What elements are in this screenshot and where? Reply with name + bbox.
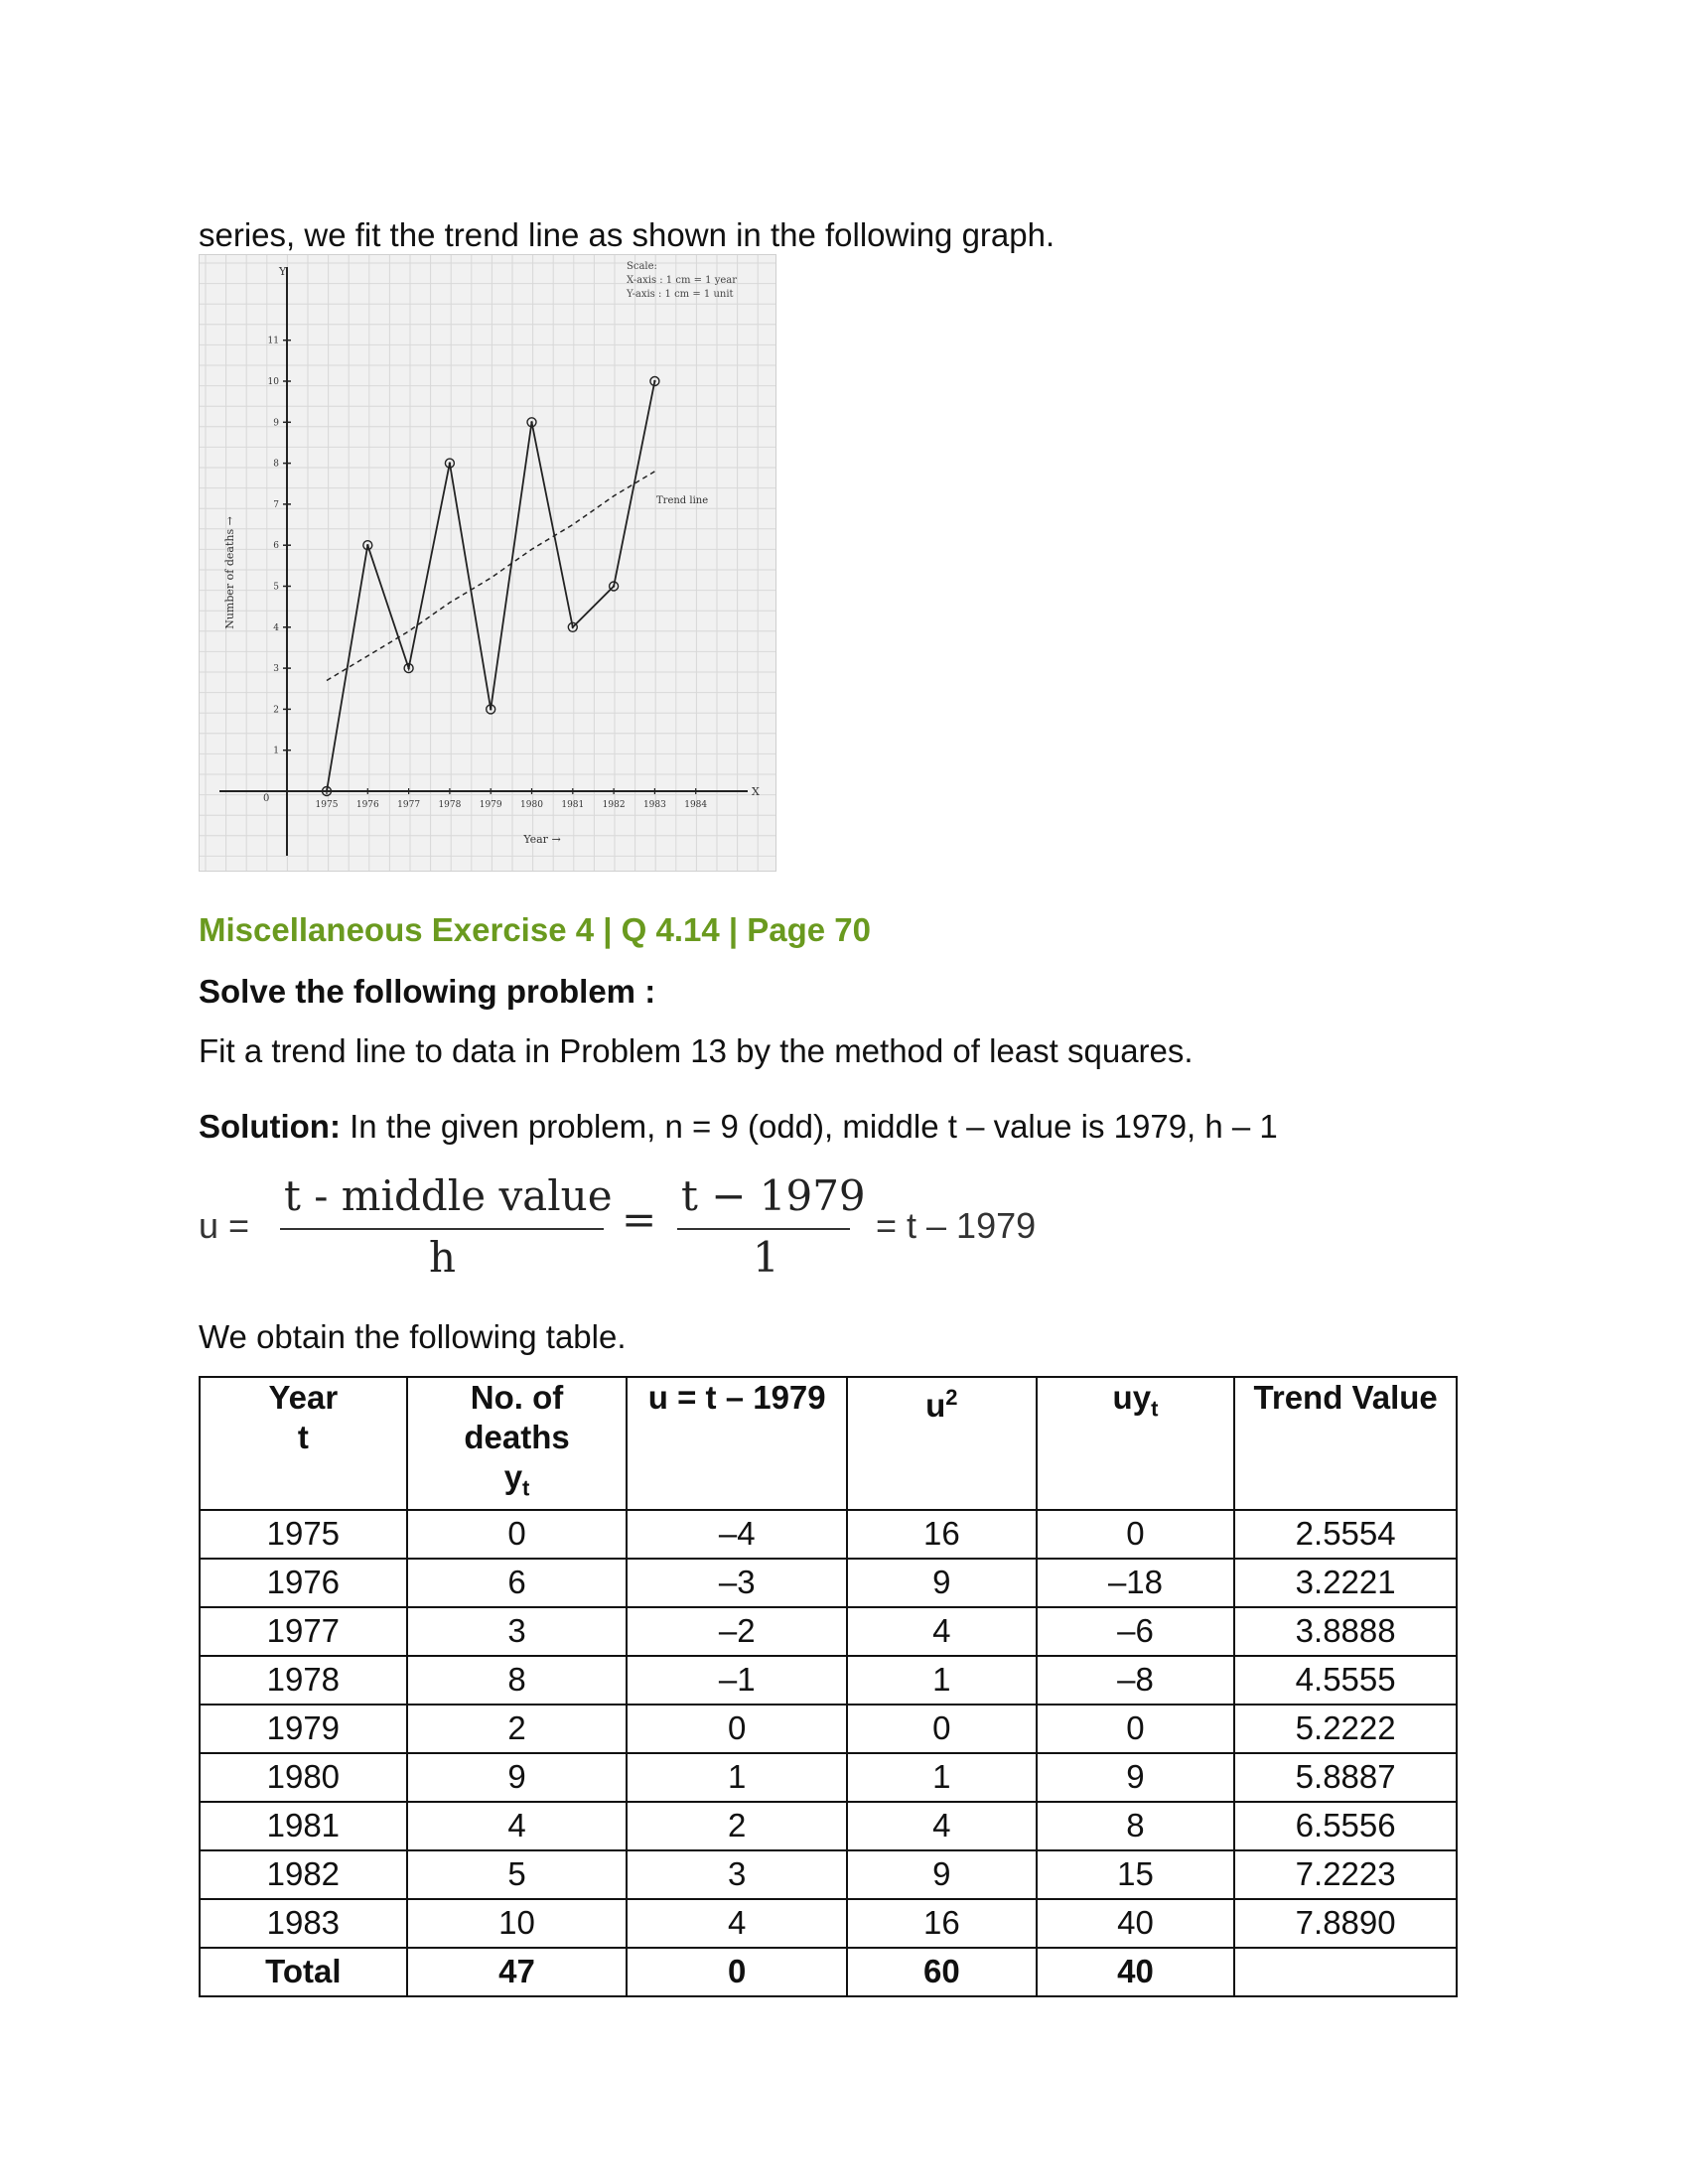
cell-uy: 0	[1037, 1510, 1235, 1559]
cell-u-squared: 9	[847, 1850, 1037, 1899]
cell-trend-value: 2.5554	[1234, 1510, 1457, 1559]
cell-trend-value: 3.8888	[1234, 1607, 1457, 1656]
cell-year: 1982	[200, 1850, 407, 1899]
cell-uy: 9	[1037, 1753, 1235, 1802]
cell-trend-value: 5.2222	[1234, 1705, 1457, 1753]
total-cell-deaths: 47	[407, 1948, 628, 1996]
data-point-center	[407, 667, 409, 669]
cell-u-squared: 4	[847, 1607, 1037, 1656]
exercise-heading: Miscellaneous Exercise 4 | Q 4.14 | Page 70	[199, 911, 872, 948]
trend-line-graph	[199, 254, 776, 872]
cell-uy: 40	[1037, 1899, 1235, 1948]
cell-year: 1981	[200, 1802, 407, 1850]
x-tick-label: 1982	[602, 800, 626, 810]
cell-trend-value: 6.5556	[1234, 1802, 1457, 1850]
y-tick-label: 10	[267, 377, 279, 387]
header-year: Year t	[200, 1377, 407, 1510]
table-total-row	[200, 1948, 1457, 1996]
x-tick-label: 1978	[438, 800, 462, 810]
total-cell-trend-value	[1234, 1948, 1457, 1996]
data-point-center	[613, 585, 615, 587]
cell-u: –2	[627, 1607, 847, 1656]
cell-u: 2	[627, 1802, 847, 1850]
total-cell-uy: 40	[1037, 1948, 1235, 1996]
problem-subheading: Solve the following problem :	[199, 973, 656, 1010]
y-tick-label: 5	[273, 582, 279, 593]
cell-u: 4	[627, 1899, 847, 1948]
trend-line-label: Trend line	[656, 495, 709, 506]
y-tick-label: 2	[273, 705, 279, 716]
formula-numerator-1: t - middle value	[284, 1171, 613, 1220]
formula-denominator-1: h	[429, 1233, 457, 1282]
scale-x: X-axis : 1 cm = 1 year	[627, 275, 738, 286]
cell-uy: 0	[1037, 1705, 1235, 1753]
x-tick-label: 1981	[561, 800, 585, 810]
cell-deaths: 5	[407, 1850, 628, 1899]
cell-uy: 15	[1037, 1850, 1235, 1899]
header-deaths: No. of deaths $y_t$	[407, 1377, 628, 1510]
y-tick-label: 1	[273, 746, 279, 756]
solution-label: Solution:	[199, 1108, 341, 1145]
header-u: u = t – 1979	[627, 1377, 847, 1510]
x-tick-label: 1980	[520, 800, 543, 810]
cell-uy: –18	[1037, 1559, 1235, 1607]
table-row	[200, 1705, 1457, 1753]
y-axis-letter: Y	[279, 265, 287, 278]
intro-text: series, we fit the trend line as shown in the following graph.	[199, 216, 1055, 253]
deaths-series-line	[327, 381, 654, 791]
data-point-center	[366, 544, 368, 546]
cell-u-squared: 1	[847, 1753, 1037, 1802]
cell-trend-value: 7.8890	[1234, 1899, 1457, 1948]
cell-u: 1	[627, 1753, 847, 1802]
total-cell-u: 0	[627, 1948, 847, 1996]
graph-marks	[323, 377, 659, 796]
cell-year: 1979	[200, 1705, 407, 1753]
cell-deaths: 2	[407, 1705, 628, 1753]
scale-title: Scale:	[627, 261, 657, 272]
cell-u-squared: 1	[847, 1656, 1037, 1705]
y-axis-title: Number of deaths →	[223, 516, 236, 629]
cell-u: –3	[627, 1559, 847, 1607]
least-squares-table	[199, 1376, 1458, 1997]
origin-label: 0	[263, 793, 270, 804]
table-body	[200, 1510, 1457, 1996]
x-tick-label: 1977	[397, 800, 421, 810]
cell-trend-value: 3.2221	[1234, 1559, 1457, 1607]
data-point-center	[653, 380, 655, 382]
cell-year: 1983	[200, 1899, 407, 1948]
cell-deaths: 4	[407, 1802, 628, 1850]
x-axis-title: Year →	[523, 833, 561, 846]
cell-year: 1976	[200, 1559, 407, 1607]
cell-year: 1977	[200, 1607, 407, 1656]
data-point-center	[490, 708, 492, 710]
table-header-row	[200, 1377, 1457, 1510]
y-tick-label: 7	[273, 499, 279, 510]
cell-deaths: 0	[407, 1510, 628, 1559]
fraction-bar-2	[677, 1228, 850, 1230]
formula-rhs: = t – 1979	[876, 1205, 1037, 1246]
data-point-center	[572, 626, 574, 628]
formula-equals: =	[622, 1195, 657, 1244]
table-intro: We obtain the following table.	[199, 1318, 627, 1355]
y-tick-label: 8	[273, 459, 279, 470]
cell-deaths: 3	[407, 1607, 628, 1656]
trend-line	[327, 472, 654, 681]
cell-trend-value: 5.8887	[1234, 1753, 1457, 1802]
cell-u: –1	[627, 1656, 847, 1705]
formula-denominator-2: 1	[753, 1233, 779, 1282]
cell-deaths: 9	[407, 1753, 628, 1802]
x-tick-label: 1983	[642, 800, 666, 810]
y-tick-label: 11	[267, 336, 279, 346]
table-row	[200, 1656, 1457, 1705]
cell-u-squared: 0	[847, 1705, 1037, 1753]
cell-u: –4	[627, 1510, 847, 1559]
u-formula	[199, 1171, 1092, 1281]
solution-text: In the given problem, n = 9 (odd), middle t – value is 1979, h – 1	[340, 1108, 1278, 1145]
x-tick-label: 1975	[315, 800, 339, 810]
cell-u-squared: 9	[847, 1559, 1037, 1607]
formula-lhs: u =	[199, 1205, 250, 1246]
data-point-center	[530, 421, 532, 423]
table-row	[200, 1607, 1457, 1656]
cell-trend-value: 7.2223	[1234, 1850, 1457, 1899]
scale-y: Y-axis : 1 cm = 1 unit	[627, 289, 734, 300]
data-point-center	[449, 462, 451, 464]
graph-svg	[200, 255, 775, 871]
cell-trend-value: 4.5555	[1234, 1656, 1457, 1705]
y-tick-label: 9	[273, 418, 279, 429]
solution-line	[199, 1108, 1278, 1146]
header-trend-value: Trend Value	[1234, 1377, 1457, 1510]
cell-u-squared: 16	[847, 1510, 1037, 1559]
formula-numerator-2: t − 1979	[681, 1171, 866, 1220]
cell-year: 1980	[200, 1753, 407, 1802]
x-axis-letter: X	[752, 785, 760, 798]
y-tick-label: 4	[273, 622, 279, 633]
y-tick-label: 3	[273, 664, 279, 675]
x-tick-label: 1984	[684, 800, 708, 810]
table-row	[200, 1559, 1457, 1607]
graph-axes	[219, 267, 748, 856]
table-row	[200, 1753, 1457, 1802]
total-cell-u-squared: 60	[847, 1948, 1037, 1996]
cell-u: 0	[627, 1705, 847, 1753]
y-tick-label: 6	[273, 541, 279, 552]
cell-year: 1975	[200, 1510, 407, 1559]
cell-deaths: 8	[407, 1656, 628, 1705]
table-row	[200, 1510, 1457, 1559]
x-tick-label: 1979	[479, 800, 502, 810]
problem-statement: Fit a trend line to data in Problem 13 by the method of least squares.	[199, 1032, 1194, 1069]
header-uy: $uy_t$	[1037, 1377, 1235, 1510]
header-u-squared: $u^2$	[847, 1377, 1037, 1510]
table-row	[200, 1899, 1457, 1948]
table-row	[200, 1850, 1457, 1899]
cell-deaths: 6	[407, 1559, 628, 1607]
cell-year: 1978	[200, 1656, 407, 1705]
cell-deaths: 10	[407, 1899, 628, 1948]
fraction-bar-1	[280, 1228, 604, 1230]
cell-u-squared: 4	[847, 1802, 1037, 1850]
cell-uy: 8	[1037, 1802, 1235, 1850]
cell-uy: –8	[1037, 1656, 1235, 1705]
data-point-center	[326, 790, 328, 792]
cell-uy: –6	[1037, 1607, 1235, 1656]
x-tick-label: 1976	[355, 800, 379, 810]
table-row	[200, 1802, 1457, 1850]
cell-u: 3	[627, 1850, 847, 1899]
total-label: Total	[200, 1948, 407, 1996]
cell-u-squared: 16	[847, 1899, 1037, 1948]
